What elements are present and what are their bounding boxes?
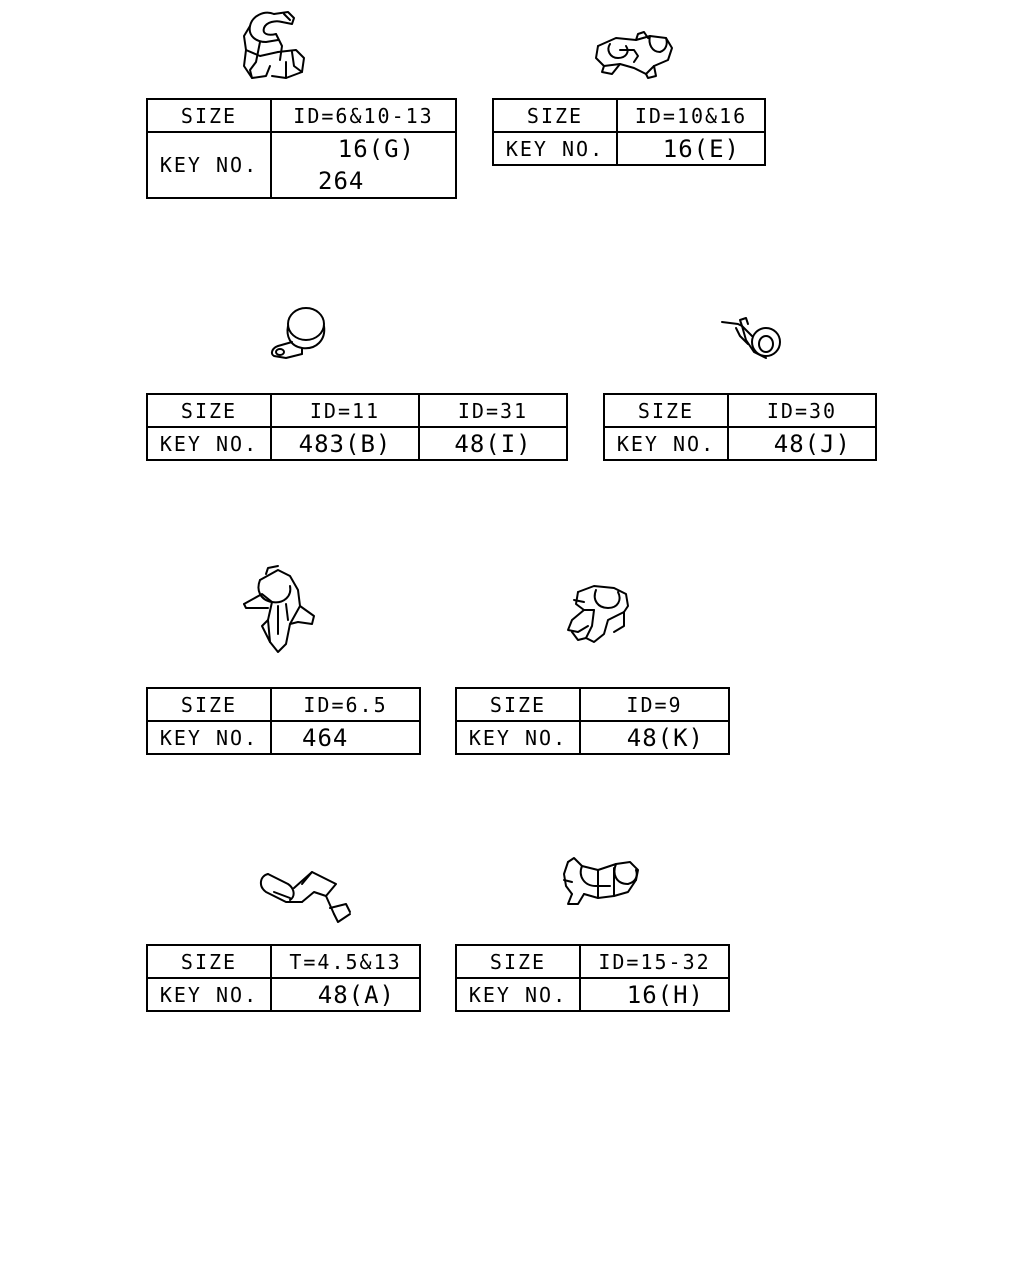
size-value: ID=15-32 bbox=[580, 945, 729, 978]
size-label: SIZE bbox=[147, 945, 271, 978]
key-label: KEY NO. bbox=[147, 132, 271, 198]
key-label: KEY NO. bbox=[456, 978, 580, 1011]
size-label: SIZE bbox=[456, 688, 580, 721]
key-value-line-2: 264 bbox=[318, 167, 365, 195]
key-value-line-1: 16(G) bbox=[337, 135, 415, 163]
clip-b-i-illustration bbox=[266, 302, 330, 364]
key-value: 48(J) bbox=[728, 427, 876, 460]
size-value: ID=10&16 bbox=[617, 99, 765, 132]
clip-j-illustration bbox=[718, 314, 786, 364]
size-value: ID=6&10-13 bbox=[271, 99, 456, 132]
key-value-2: 48(I) bbox=[419, 427, 567, 460]
clip-k-illustration bbox=[564, 582, 634, 646]
size-label: SIZE bbox=[493, 99, 617, 132]
key-label: KEY NO. bbox=[147, 427, 271, 460]
spec-table-j bbox=[603, 393, 877, 461]
size-label: SIZE bbox=[147, 394, 271, 427]
clip-a-illustration bbox=[254, 866, 356, 926]
clip-e-illustration bbox=[590, 26, 676, 78]
spec-table-464 bbox=[146, 687, 421, 755]
size-value: ID=9 bbox=[580, 688, 729, 721]
spec-table-h bbox=[455, 944, 730, 1012]
size-value-1: ID=11 bbox=[271, 394, 419, 427]
key-label: KEY NO. bbox=[147, 978, 271, 1011]
spec-table-b-i bbox=[146, 393, 568, 461]
key-value: 48(A) bbox=[271, 978, 420, 1011]
clip-464-illustration bbox=[238, 564, 320, 656]
key-value-cell bbox=[271, 132, 456, 198]
key-label: KEY NO. bbox=[493, 132, 617, 165]
key-value: 16(H) bbox=[580, 978, 729, 1011]
size-value-2: ID=31 bbox=[419, 394, 567, 427]
key-value-1: 483(B) bbox=[271, 427, 419, 460]
spec-table-g bbox=[146, 98, 457, 199]
key-value: 48(K) bbox=[580, 721, 729, 754]
spec-table-a bbox=[146, 944, 421, 1012]
size-value: ID=30 bbox=[728, 394, 876, 427]
size-value: T=4.5&13 bbox=[271, 945, 420, 978]
size-label: SIZE bbox=[147, 688, 271, 721]
spec-table-k bbox=[455, 687, 730, 755]
size-label: SIZE bbox=[456, 945, 580, 978]
spec-table-e bbox=[492, 98, 766, 166]
key-label: KEY NO. bbox=[456, 721, 580, 754]
key-value: 464 bbox=[271, 721, 420, 754]
size-label: SIZE bbox=[604, 394, 728, 427]
key-label: KEY NO. bbox=[147, 721, 271, 754]
size-value: ID=6.5 bbox=[271, 688, 420, 721]
size-label: SIZE bbox=[147, 99, 271, 132]
clip-g-illustration bbox=[236, 6, 316, 82]
key-label: KEY NO. bbox=[604, 427, 728, 460]
key-value: 16(E) bbox=[617, 132, 765, 165]
clip-h-illustration bbox=[558, 854, 646, 910]
